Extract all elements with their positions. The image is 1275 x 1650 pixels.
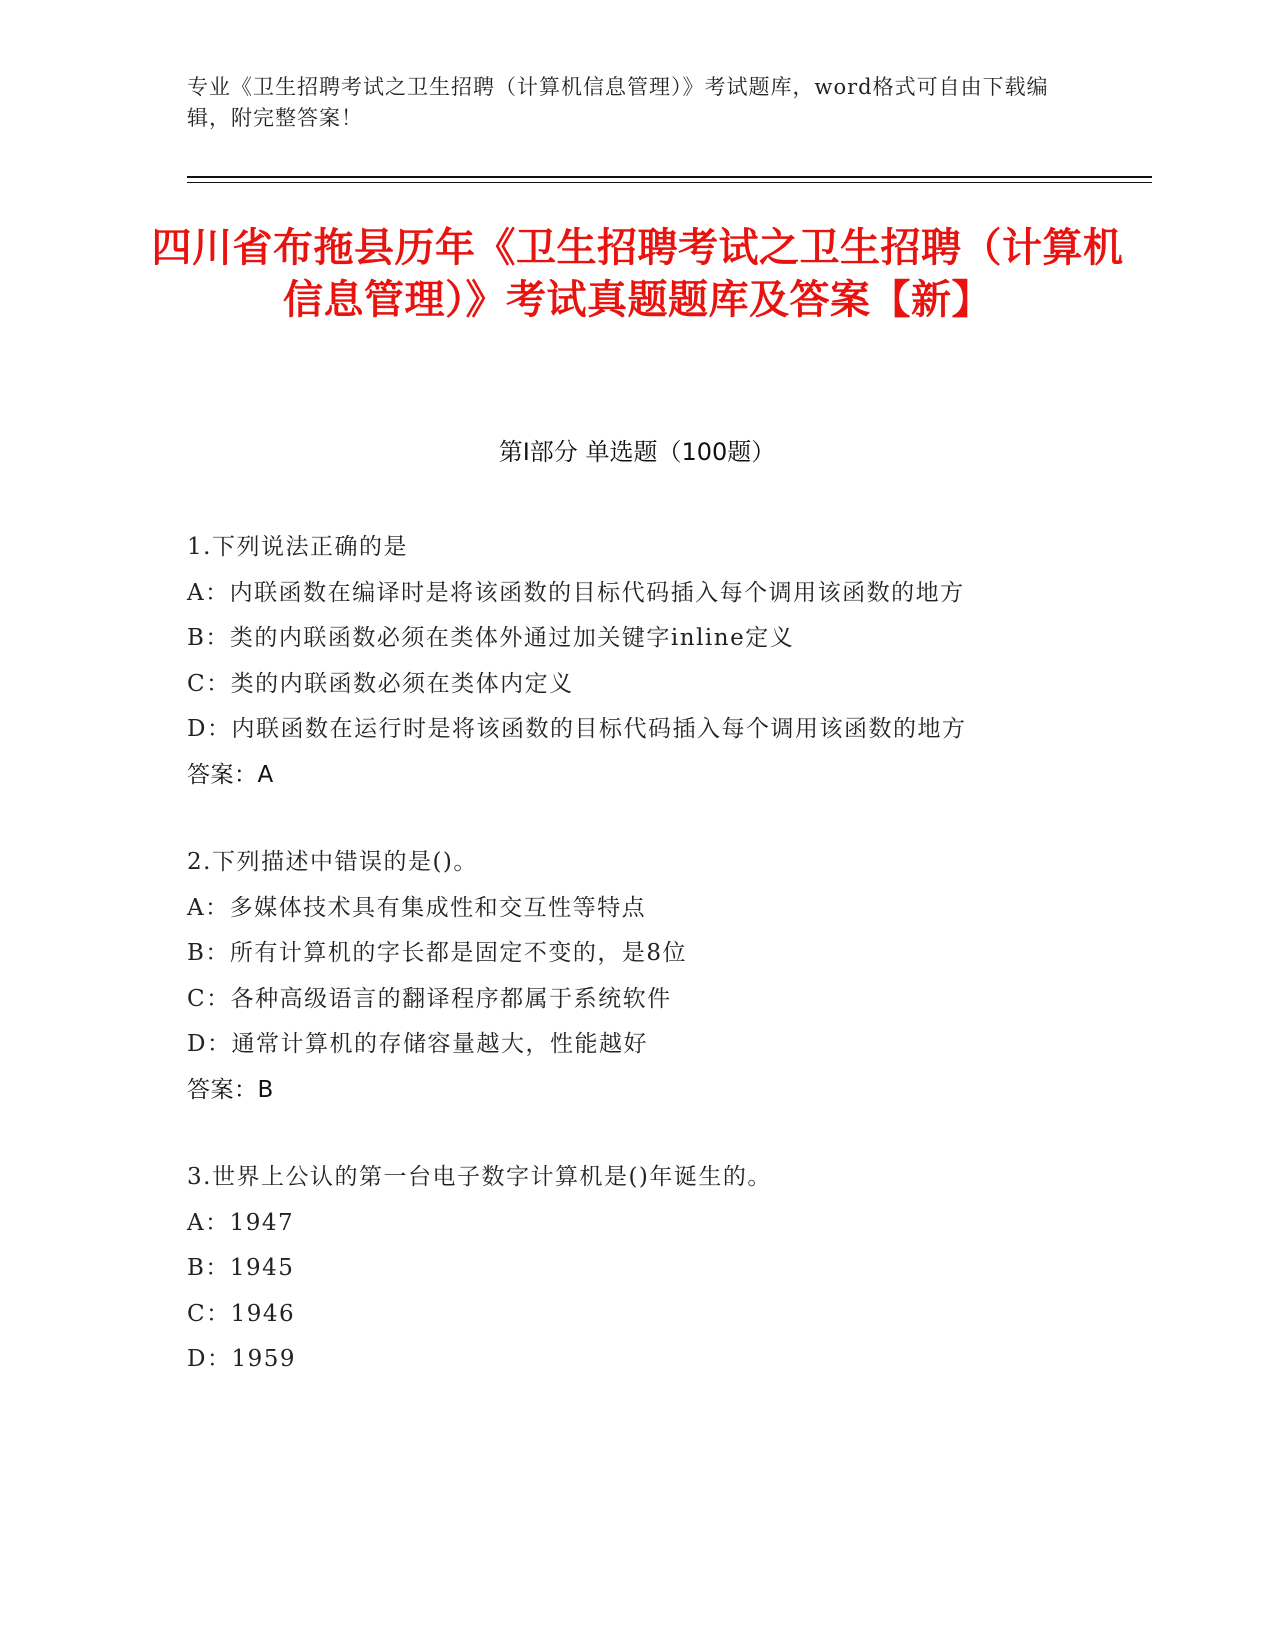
option-c: C：类的内联函数必须在类体内定义 (187, 670, 574, 697)
option-c: C：1946 (187, 1300, 296, 1327)
option-d: D：内联函数在运行时是将该函数的目标代码插入每个调用该函数的地方 (187, 716, 967, 742)
question-stem: 2.下列描述中错误的是()。 (187, 849, 478, 875)
option-d: D：1959 (187, 1346, 296, 1372)
option-a: A：内联函数在编译时是将该函数的目标代码插入每个调用该函数的地方 (187, 579, 965, 606)
answer-label: 答案：B (187, 1076, 274, 1103)
question-item (187, 840, 1087, 1113)
question-item (187, 525, 1087, 798)
header-note: 专业《卫生招聘考试之卫生招聘（计算机信息管理）》考试题库，word格式可自由下载编辑，附完整答案！ (187, 75, 1049, 130)
question-item (187, 1155, 1087, 1383)
option-d: D：通常计算机的存储容量越大，性能越好 (187, 1031, 648, 1057)
answer-label: 答案：A (187, 761, 274, 788)
option-b: B：1945 (187, 1255, 295, 1281)
document-title: 四川省布拖县历年《卫生招聘考试之卫生招聘（计算机信息管理）》考试真题题库及答案【新】 (151, 225, 1124, 323)
question-stem: 1.下列说法正确的是 (187, 534, 408, 560)
option-c: C：各种高级语言的翻译程序都属于系统软件 (187, 985, 672, 1012)
header-divider-thin (187, 182, 1152, 183)
question-stem: 3.世界上公认的第一台电子数字计算机是()年诞生的。 (187, 1164, 772, 1190)
question-list (187, 525, 1087, 1425)
header-divider-thick (187, 176, 1152, 178)
option-b: B：所有计算机的字长都是固定不变的，是8位 (187, 940, 688, 966)
option-a: A：多媒体技术具有集成性和交互性等特点 (187, 894, 647, 921)
option-b: B：类的内联函数必须在类体外通过加关键字inline定义 (187, 625, 795, 651)
option-a: A：1947 (187, 1209, 295, 1236)
section-heading: 第Ⅰ部分 单选题（100题） (498, 438, 776, 466)
